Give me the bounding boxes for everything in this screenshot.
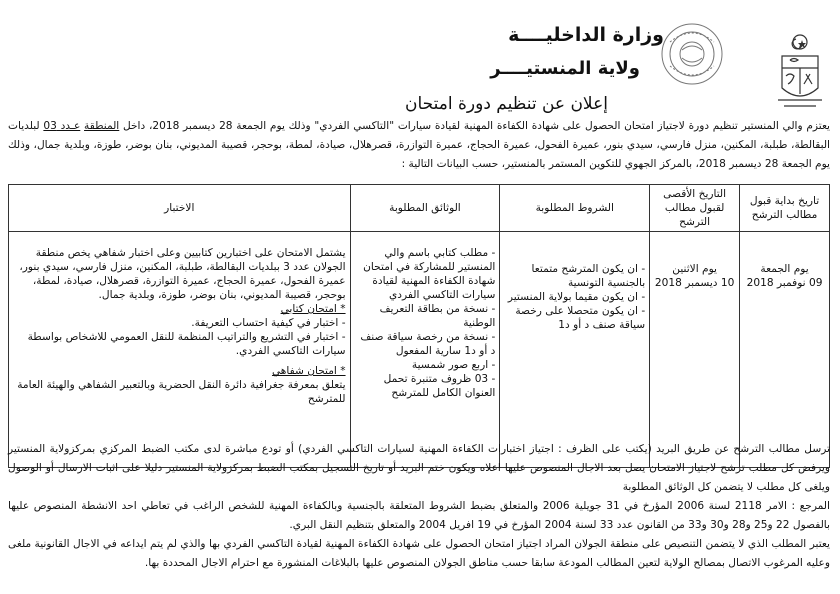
document-item: - نسخة من بطاقة التعريف الوطنية [379, 303, 496, 329]
start-day: يوم الجمعة [760, 263, 809, 275]
exam-details-table [8, 184, 830, 468]
start-date: 09 نوفمبر 2018 [746, 277, 823, 289]
cell-documents [350, 232, 500, 468]
intro-paragraph [8, 117, 830, 174]
wilaya-name: ولاية المنستيــــر [490, 58, 640, 79]
intro-text-c: طوزة، وبلدية جمال، وذلك يوم الجمعة 28 ديسمبر 2018، بالمركز الجهوي للتكوين المستمر بالمنستير، حسب البيانات التالية : [8, 139, 830, 170]
condition-item: - ان يكون مقيما بولاية المنستير [507, 291, 646, 303]
oral-exam-title: * امتحان شفاهي [271, 365, 346, 377]
written-exam-item: - اختبار في كيفية احتساب التعريفة. [191, 317, 346, 329]
footer-notes [8, 440, 830, 573]
condition-item: - ان يكون المترشح متمتعا بالجنسية التونسية [531, 263, 646, 289]
intro-text-b: لبلديات البقالطة، طبلبة، المكنين، منزل فارسي، سيدي بنور، عميرة الفحول، عميرة الحجاج، عميرة التوازرة، قصرهلال، صيادة، لمطة، بوحجر، قصيبة المديوني، بنان بوضر، [8, 120, 830, 151]
document-item: - 03 ظروف متنبرة تحمل العنوان الكامل للمترشح [383, 373, 496, 399]
header-deadline: التاريخ الأقصى لقبول مطالب الترشح [650, 185, 740, 232]
official-seal-stamp-icon [660, 22, 724, 86]
intro-text-a: يعتزم والي المنستير تنظيم دورة لاجتياز امتحان الحصول على شهادة الكفاءة المهنية لقيادة سيارات "التاكسي الفردي" وذلك يوم الجمعة 28 ديسمبر 2018، داخل [119, 120, 830, 132]
header-start-date: تاريخ بداية قبول مطالب الترشح [740, 185, 830, 232]
cell-start-date [740, 232, 830, 468]
table-header-row [9, 185, 830, 232]
cell-conditions [500, 232, 650, 468]
document-item: - اربع صور شمسية [411, 359, 496, 371]
document-item: - مطلب كتابي باسم والي المنستير للمشاركة في امتحان شهادة الكفاءة المهنية لقيادة سيارات التاكسي الفردي [363, 247, 496, 301]
cell-deadline [650, 232, 740, 468]
cell-exam [9, 232, 351, 468]
footer-submission-note: ترسل مطالب الترشح عن طريق البريد (يكتب على الظرف : اجتياز اختبارات الكفاءة المهنية لسيارات التاكسي الفردي) أو تودع مباشرة لدى مكتب الضبط المركزي بمركزولاية المنستير ويرفض كل مطلب ترشح لاجتياز الامتحان يصل بعد الاجال المنصوص عليها اعلاه ويكون ختم البريد أو تاريخ التسجيل بمكتب الضبط بمركزولاية المنستير دليلا على اثبات الارسال أو الوصول ويلغى كل مطلب لا يتضمن كل الوثائق المطلوبة [8, 443, 830, 493]
oral-exam-text: يتعلق بمعرفة جغرافية دائرة النقل الحضرية وبالتعبير الشفاهي والهيئة العامة للمترشح [17, 379, 346, 405]
exam-intro: يشتمل الامتحان على اختبارين كتابيين وعلى اختبار شفاهي يخص منطقة الجولان عدد 3 ببلديات البقالطة، طبلبة، المكنين، منزل فارسي، سيدي بنور، عميرة الفحول، عميرة الحجاج، عميرة التوازرة، قصرهلال، صيادة، لمطة، بوحجر، قصيبة المديوني، بنان بوضر، طوزة، وبلدية جمال. [19, 247, 346, 301]
condition-item: - ان يكون متحصلا على رخصة سياقة صنف د أو د1 [515, 305, 646, 331]
deadline-date: 10 ديسمبر 2018 [654, 277, 735, 289]
written-exam-item: - اختبار في التشريع والتراتيب المنظمة للنقل العمومي للاشخاص بواسطة سيارات التاكسي الفردي. [27, 331, 346, 357]
footer-reference-note: المرجع : الامر 2118 لسنة 2006 المؤرخ في 31 جويلية 2006 والمتعلق بضبط الشروط المتعلقة بالجنسية وبالكفاءة المهنية للشخص الراغب في تعاطي احد الانشطة المنصوص عليها بالفصول 22 و25 و28 و30 و33 من القانون عدد 33 لسنة 2004 المؤرخ في 19 افريل 2004 والمتعلق بتنظيم النقل البري. [8, 500, 830, 531]
intro-zone-number: عـدد 03 [43, 120, 81, 132]
header-conditions: الشروط المطلوبة [500, 185, 650, 232]
deadline-day: يوم الاثنين [672, 263, 718, 275]
written-exam-title: * امتحان كتابي [280, 303, 346, 315]
notice-title: إعلان عن تنظيم دورة امتحان [405, 94, 608, 114]
header-exam: الاختبار [9, 185, 351, 232]
document-item: - نسخة من رخصة سياقة صنف د أو د1 سارية المفعول [360, 331, 496, 357]
header-documents: الوثائق المطلوبة [350, 185, 500, 232]
footer-rejection-note: يعتبر المطلب الذي لا يتضمن التنصيص على منطقة الجولان المراد اجتياز امتحان الحصول على شهادة الكفاءة المهنية لقيادة التاكسي الفردي بها والذي لم يتم ايداعه في الاجال القانونية ملغى وعليه المرغوب الاتصال بمصالح الولاية لتعين المطالب المودعة سابقا حسب مناطق الجولان المنصوص عليها بالبلاغات المنشورة مع احترام الاجال المحددة بها. [8, 538, 830, 569]
ministry-name: وزارة الداخليــــة [508, 24, 664, 46]
intro-zone-label: المنطقة [84, 120, 120, 132]
table-row [9, 232, 830, 468]
tunisia-emblem-icon [776, 30, 824, 112]
